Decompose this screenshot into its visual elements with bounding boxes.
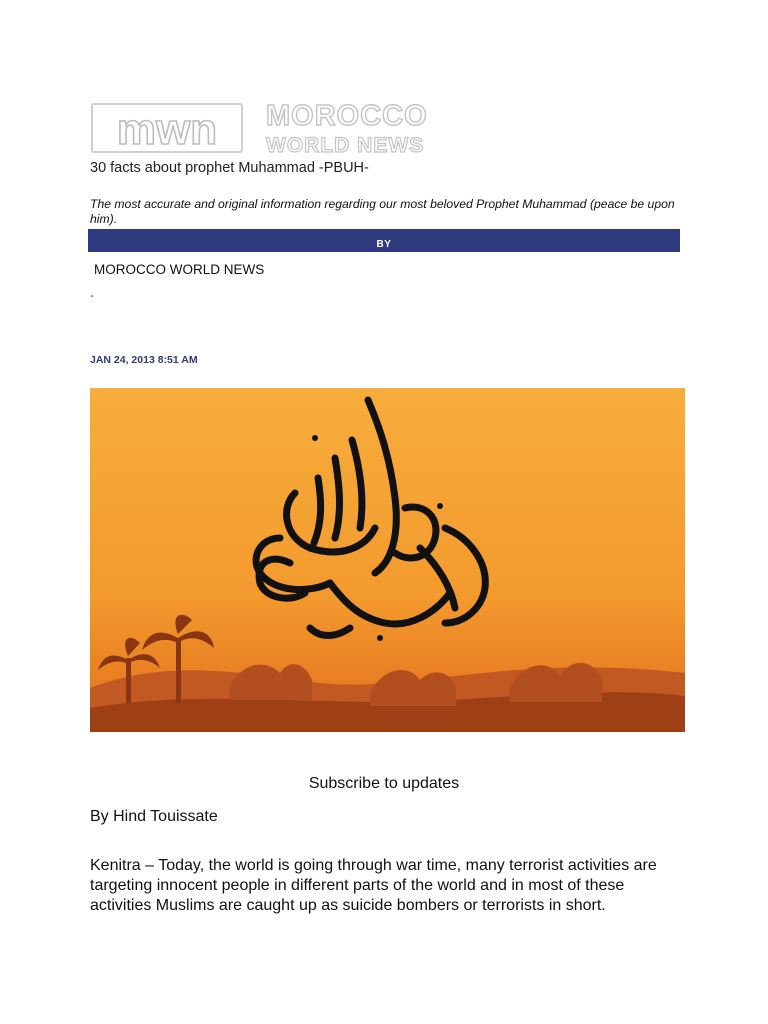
mwn-logo[interactable] [90,92,462,158]
article-body: Kenitra – Today, the world is going through war time, many terrorist activities are targeting innocent people in different parts of the world and in most of these activities Muslims are caught up as suicide bombers or terrorists in short. [90,857,657,914]
logo-line2: WORLD NEWS [266,134,425,157]
publish-date: JAN 24, 2013 8:51 AM [90,354,198,366]
article-headline: 30 facts about prophet Muhammad -PBUH- [90,160,369,176]
logo-line1: MOROCCO [266,100,428,132]
byline: By Hind Touissate [90,808,218,825]
by-bar: BY [88,229,680,252]
hero-image [90,388,685,732]
subscribe-link[interactable]: Subscribe to updates [308,775,460,792]
article-subhead: The most accurate and original information regarding our most beloved Prophet Muhammad (peace be upon him). [90,197,675,226]
author-org[interactable]: MOROCCO WORLD NEWS [94,262,265,277]
logo-mark: mwn [116,105,218,154]
separator-dash: - [90,290,94,302]
